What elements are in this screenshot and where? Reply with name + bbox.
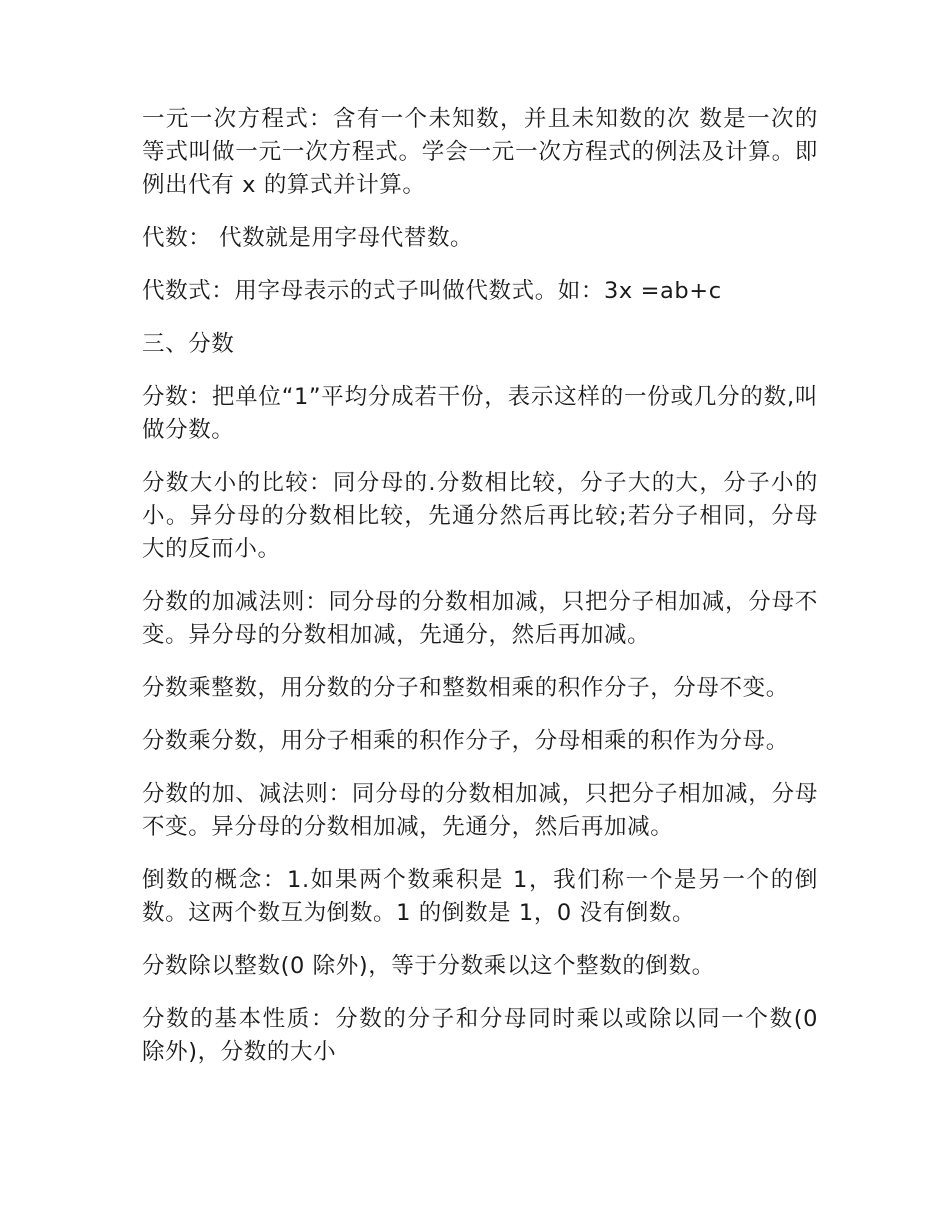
paragraph-algebra: 代数： 代数就是用字母代替数。 (142, 225, 474, 251)
paragraph-linear-equation: 一元一次方程式：含有一个未知数，并且未知数的次 数是一次的等式叫做一元一次方程式。学会一元一次方程式的例法及计算。即例出代有 x 的算式并计算。 (142, 106, 818, 198)
paragraph-fraction-comparison: 分数大小的比较：同分母的.分数相比较，分子大的大，分子小的小。异分母的分数相比较，先通分然后再比较;若分子相同，分母大的反而小。 (142, 470, 818, 562)
section-heading-fractions: 三、分数 (142, 331, 235, 357)
paragraph-fraction-divide-integer: 分数除以整数(0 除外)，等于分数乘以这个整数的倒数。 (142, 953, 715, 979)
paragraph-fraction-basic-property: 分数的基本性质：分数的分子和分母同时乘以或除以同一个数(0 除外)，分数的大小 (142, 1006, 818, 1065)
document-body (142, 103, 818, 1089)
paragraph-fraction-times-integer: 分数乘整数，用分数的分子和整数相乘的积作分子，分母不变。 (142, 675, 789, 701)
paragraph-algebraic-expression: 代数式：用字母表示的式子叫做代数式。如：3x =ab+c (142, 278, 722, 304)
paragraph-fraction-add-subtract-rule: 分数的加、减法则：同分母的分数相加减，只把分子相加减，分母不变。异分母的分数相加减，先通分，然后再加减。 (142, 781, 818, 840)
paragraph-reciprocal: 倒数的概念：1.如果两个数乘积是 1，我们称一个是另一个的倒数。这两个数互为倒数。1 的倒数是 1，0 没有倒数。 (142, 867, 818, 926)
paragraph-fraction-times-fraction: 分数乘分数，用分子相乘的积作分子，分母相乘的积作为分母。 (142, 728, 789, 754)
paragraph-fraction-definition: 分数：把单位“1”平均分成若干份，表示这样的一份或几分的数,叫做分数。 (142, 384, 818, 443)
paragraph-fraction-add-subtract: 分数的加减法则：同分母的分数相加减，只把分子相加减，分母不变。异分母的分数相加减，先通分，然后再加减。 (142, 589, 818, 648)
